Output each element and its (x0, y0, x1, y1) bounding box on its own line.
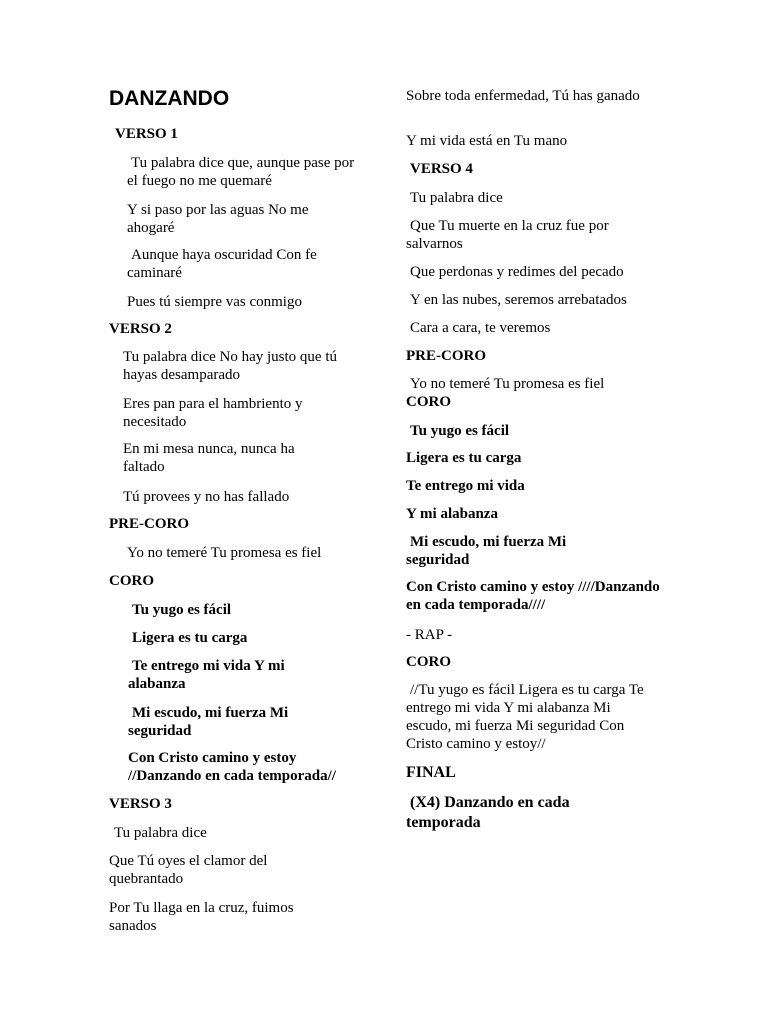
verse2-line-3: En mi mesa nunca, nunca ha faltado (123, 441, 295, 475)
coro1-line-1: Tu yugo es fácil (132, 602, 232, 618)
coro2-line-1: Tu yugo es fácil (410, 423, 510, 439)
final-line: (X4) Danzando en cada temporada (406, 794, 570, 831)
rap-label: - RAP - (406, 627, 453, 643)
song-title: DANZANDO (109, 87, 230, 110)
coro3-text: //Tu yugo es fácil Ligera es tu carga Te entrego mi vida Y mi alabanza Mi escudo, mi fuerza Mi seguridad Con Cristo camino y estoy// (406, 682, 644, 752)
precoro1-line: Yo no temeré Tu promesa es fiel (127, 545, 322, 561)
precoro1-heading: PRE-CORO (109, 516, 189, 532)
verse4-heading: VERSO 4 (410, 161, 473, 177)
verse3-line-2: Que Tú oyes el clamor del quebrantado (109, 853, 268, 887)
verse2-heading: VERSO 2 (109, 321, 172, 337)
verse4-line-3: Que perdonas y redimes del pecado (410, 264, 624, 280)
verse1-line-2: Y si paso por las aguas No me ahogaré (127, 202, 309, 236)
verse1-line-4: Pues tú siempre vas conmigo (127, 294, 302, 310)
coro2-line-6: Con Cristo camino y estoy ////Danzando en cada temporada//// (406, 579, 660, 613)
verse1-line-3: Aunque haya oscuridad Con fe caminaré (127, 247, 317, 281)
coro1-line-2: Ligera es tu carga (132, 630, 248, 646)
coro1-line-3: Te entrego mi vida Y mi alabanza (128, 658, 285, 692)
verse1-heading: VERSO 1 (115, 126, 178, 142)
coro1-heading: CORO (109, 573, 154, 589)
coro2-line-4: Y mi alabanza (406, 506, 498, 522)
verse2-line-1: Tu palabra dice No hay justo que tú hayas desamparado (123, 349, 337, 383)
coro1-line-4: Mi escudo, mi fuerza Mi seguridad (128, 705, 289, 739)
final-heading: FINAL (406, 764, 456, 781)
verse4-line-1: Tu palabra dice (410, 190, 503, 206)
verse3-line-3: Por Tu llaga en la cruz, fuimos sanados (109, 900, 294, 934)
precoro2-line: Yo no temeré Tu promesa es fiel (410, 376, 605, 392)
verse3-line-4: Sobre toda enfermedad, Tú has ganado (406, 88, 640, 104)
coro2-heading: CORO (406, 394, 451, 410)
verse3-line-5: Y mi vida está en Tu mano (406, 133, 568, 149)
verse1-line-1: Tu palabra dice que, aunque pase por el fuego no me quemaré (127, 155, 355, 189)
coro2-line-5: Mi escudo, mi fuerza Mi seguridad (406, 534, 567, 568)
verse4-line-5: Cara a cara, te veremos (410, 320, 551, 336)
coro2-line-3: Te entrego mi vida (406, 478, 525, 494)
verse2-line-4: Tú provees y no has fallado (123, 489, 290, 505)
verse4-line-2: Que Tu muerte en la cruz fue por salvarnos (406, 218, 609, 252)
verse3-line-1: Tu palabra dice (114, 825, 207, 841)
coro3-heading: CORO (406, 654, 451, 670)
verse4-line-4: Y en las nubes, seremos arrebatados (410, 292, 627, 308)
coro1-line-5: Con Cristo camino y estoy //Danzando en cada temporada// (128, 750, 336, 784)
verse2-line-2: Eres pan para el hambriento y necesitado (123, 396, 303, 430)
precoro2-heading: PRE-CORO (406, 348, 486, 364)
coro2-line-2: Ligera es tu carga (406, 450, 522, 466)
verse3-heading: VERSO 3 (109, 796, 172, 812)
